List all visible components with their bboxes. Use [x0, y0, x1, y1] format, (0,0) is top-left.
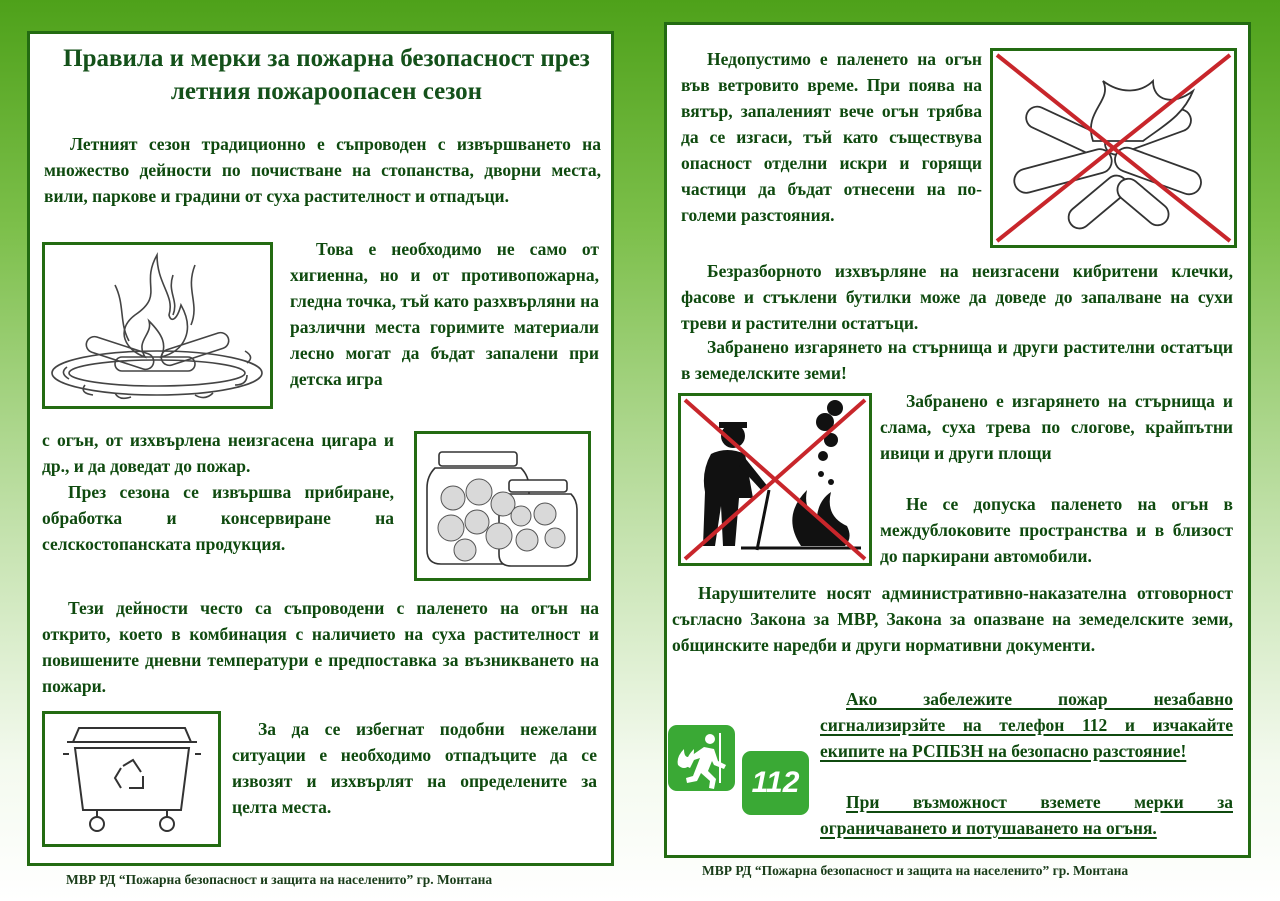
crossed-burning-stubble-illustration: [678, 393, 872, 566]
straw-ban-paragraph: Забранено е изгарянето на стърнища и слама, суха трева по слогове, крайпътни ивици и други площи: [880, 391, 1233, 463]
harvest-paragraph: През сезона се извършва прибиране, обработка и консервиране на селскостопанската продукция.: [42, 482, 394, 554]
liability-paragraph: Нарушителите носят административно-наказателна отговорност съгласно Закона за МВР, Закона за опазване на земеделските земи, общинските наредби и други нормативни документи.: [672, 583, 1233, 655]
waste-paragraph: За да се избегнат подобни нежелани ситуации е необходимо отпадъците да се извозят и изхвърлят на определените за целта места.: [232, 719, 597, 817]
emergency-112-label: 112: [751, 766, 800, 799]
hygiene-paragraph: Това е необходимо не само от хигиенна, но и от противопожарна, гледна точка, тъй като разхвърляни на различни места горимите материали лесно могат да бъдат запалени при детска игра: [290, 239, 599, 389]
stubble-ban-paragraph: Забранено изгарянето на стърнища и други растителни остатъци в земеделските земи!: [681, 337, 1233, 383]
contain-fire-paragraph: При възможност вземете мерки за ограничаването и потушаването на огъня.: [820, 792, 1233, 838]
matches-paragraph: Безразборното изхвърляне на неизгасени кибритени клечки, фасове и стъклени бутилки може да доведе до запалване на сухи треви и растителни остатъци.: [681, 261, 1233, 333]
waste-bin-illustration: [42, 711, 221, 847]
emergency-112-icon: [742, 751, 809, 815]
intro-paragraph: Летният сезон традиционно е съпроводен с извършването на множество дейности по почистване на стопанства, дворни места, вили, паркове и градини от суха растителност и отпадъци.: [44, 134, 601, 206]
page-title: Правила и мерки за пожарна безопасност през летния пожароопасен сезон: [63, 45, 590, 105]
fire-escape-icon: [668, 725, 735, 791]
report-fire-paragraph: Ако забележите пожар незабавно сигнализирзйте на телефон 112 и изчакайте екипите на РСПБЗН на безопасно разстояние!: [820, 689, 1233, 761]
courtyard-fire-paragraph: Не се допуска паленето на огън в междублоковите пространства и в близост до паркирани автомобили.: [880, 494, 1233, 566]
open-fire-paragraph: Тези дейности често са съпроводени с паленето на огън на открито, което в комбинация с наличието на суха растителност и повишените дневни температури е предпоставка за възникването на пожари.: [42, 598, 599, 696]
left-footer: МВР РД “Пожарна безопасност и защита на населенито” гр. Монтана: [66, 872, 493, 887]
windy-weather-paragraph: Недопустимо е паленето на огън във ветровито време. При поява на вятър, запаленият вече огън трябва да се изгаси, тъй като съществува опасност отделни искри и горящи частици да бъдат отнесени на по-големи разстояния.: [681, 49, 982, 225]
campfire-illustration: [42, 242, 273, 409]
right-footer: МВР РД “Пожарна безопасност и защита на населенито” гр. Монтана: [702, 863, 1129, 878]
preserve-jars-illustration: [414, 431, 591, 581]
crossed-campfire-illustration: [990, 48, 1237, 248]
hygiene-paragraph-cont: с огън, от изхвърлена неизгасена цигара и др., и да доведат до пожар.: [42, 430, 394, 476]
